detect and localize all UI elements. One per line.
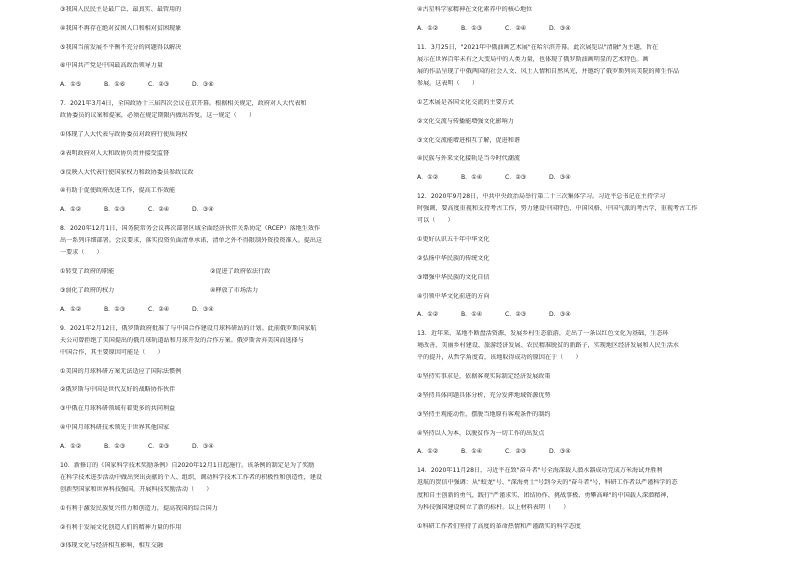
answer-choice: C．②④ bbox=[148, 206, 170, 214]
question-line: 境改善、美丽乡村建设、旅游经济发展、农民精准脱贫的新路子，实现地区经济发展和人民生活水 bbox=[417, 342, 680, 350]
option-line: ①坚持实事求是，依据客观实际制定经济发展政策 bbox=[417, 373, 551, 381]
answer-choice: B．①③ bbox=[104, 206, 126, 214]
answer-choices bbox=[60, 81, 414, 89]
option-line: ④中国月球科研技术领先于世界其他国家 bbox=[60, 424, 170, 432]
answer-choice: D．③④ bbox=[549, 448, 571, 456]
option-line: ④有助于促使政府改进工作，提高工作效能 bbox=[60, 187, 176, 195]
question-line: 时强调，要高度重视和支持考古工作，努力建设中国特色、中国风格、中国气派的考古学，重视考古工作 bbox=[417, 205, 698, 213]
left-column bbox=[60, 6, 414, 561]
answer-choices bbox=[60, 206, 414, 214]
question-line: 12．2020年9月28日，中共中央政治局举行第二十三次集体学习。习近平总书记在主持学习 bbox=[417, 192, 666, 200]
question-line: 天公司曾拒绝了美国提出的俄月球轨道站和月球开发的合作方案。俄罗斯舍弃美国而选择与 bbox=[60, 336, 304, 344]
option-line: ③中俄在月球科研领域有着更多的共同利益 bbox=[60, 405, 176, 413]
question-line: 展示在世界百年未有之大变局中的人类力量，也体现了俄罗斯油画明显的艺术特色。画 bbox=[417, 55, 649, 63]
answer-choice: D．③④ bbox=[549, 24, 571, 32]
option-line-pair bbox=[60, 268, 414, 276]
option-line: ①体现了人大代表与政协委员对政府行使质询权 bbox=[60, 130, 188, 138]
answer-choice: A．①② bbox=[60, 305, 82, 313]
option-line: ⑥中国共产党是中国最高政治领导力量 bbox=[60, 62, 163, 70]
question-line: 创新型国家和世界科技强国。开展科技奖励活动（ ） bbox=[60, 486, 213, 494]
answer-choice: C．②④ bbox=[505, 24, 527, 32]
answer-choice: D．③④ bbox=[192, 305, 214, 313]
option-line: ③文化交流能增进相互了解，促进和谐 bbox=[417, 136, 520, 144]
answer-choice: B．①③ bbox=[461, 24, 483, 32]
question-line: 9．2021年2月12日，俄罗斯政府批准了与中国合作建设月球科研站的计划。此前俄罗斯国家航 bbox=[60, 324, 317, 332]
answer-choices bbox=[417, 25, 771, 33]
option-line-pair bbox=[60, 287, 414, 295]
answer-choice: A．①② bbox=[417, 311, 439, 319]
answer-choice: D．③④ bbox=[192, 442, 214, 450]
answer-choices bbox=[60, 306, 414, 314]
answer-choice: B．①⑥ bbox=[104, 81, 126, 89]
option-item: ②促进了政府依法行政 bbox=[210, 268, 271, 276]
answer-choice: A．①⑤ bbox=[60, 81, 82, 89]
question-line: 政协委员的议案和提案，必须在规定期限内做出答复。这一规定（ ） bbox=[60, 112, 255, 120]
option-line: ③增强中华民族的文化自信 bbox=[417, 273, 490, 281]
question-line: 为科技强国建设树立了新的标杆。以上材料表明（ ） bbox=[417, 503, 570, 511]
answer-choice: C．②③ bbox=[148, 81, 170, 89]
option-line: ④引领中华文化前进的方向 bbox=[417, 292, 490, 300]
answer-choice: B．①④ bbox=[461, 311, 483, 319]
answer-choices bbox=[417, 448, 771, 456]
question-line: 10．新修订的《国家科学技术奖励条例》自2020年12月1日起施行。该条例的制定是为了奖励 bbox=[60, 461, 315, 469]
option-line: ④我国不再存在绝对贫困人口和相对贫困现象 bbox=[60, 24, 182, 32]
answer-choice: C．②③ bbox=[505, 174, 527, 182]
answer-choices bbox=[417, 311, 771, 319]
option-line: ④民族与外来文化接轨是当今时代潮流 bbox=[417, 155, 520, 163]
answer-choice: B．①③ bbox=[104, 442, 126, 450]
option-item: ①转变了政府的职能 bbox=[60, 268, 115, 276]
question-line: 返航的贺信中强调：从"蛟龙"号、"深海勇士"号到今天的"奋斗者"号，科研工作者以严谨科学的态 bbox=[417, 479, 678, 487]
answer-choice: C．②③ bbox=[505, 448, 527, 456]
question-line: 参展。这表明（ ） bbox=[417, 80, 478, 88]
option-item: ④释放了市场活力 bbox=[210, 286, 259, 294]
answer-choice: A．①② bbox=[60, 442, 82, 450]
option-line: ⑤我国当前发展不平衡不充分的问题得以解决 bbox=[60, 43, 182, 51]
question-line: 8．2020年12月1日，国务院常务会议再次部署区域全面经济伙伴关系协定（RCEP）落地生效作 bbox=[60, 224, 321, 232]
question-line: 在科学技术进步活动中做出突出贡献的个人、组织，调动科学技术工作者的积极性和创造性，建设 bbox=[60, 473, 323, 481]
question-line: 出一系列详细部署。会议要求，落实投资负面清单承诺，清单之外不得限制外资投资准入。提出这 bbox=[60, 237, 323, 245]
answer-choice: A．①② bbox=[417, 24, 439, 32]
option-line: ②俄罗斯与中国是世代友好的战略协作伙伴 bbox=[60, 386, 176, 394]
option-line: ①艺术展是各国文化交流的主要方式 bbox=[417, 98, 514, 106]
option-line: ③我国人民民主是最广泛、最真实、最管用的 bbox=[60, 6, 182, 13]
answer-choice: D．③④ bbox=[192, 206, 214, 214]
question-line: 可以（ ） bbox=[417, 217, 454, 225]
answer-choice: A．①② bbox=[417, 448, 439, 456]
question-line: 展的作品呈现了中俄两国的社会人文、风土人情和自然风光，并邀约了俄罗斯列宾美院的师生作品 bbox=[417, 67, 680, 75]
question-line: 11．3月25日，"2021年中俄油画艺术展"在哈尔滨开幕。此次展览以"清融"为主题，旨在 bbox=[417, 43, 659, 51]
option-line: ②弘扬中华民族的传统文化 bbox=[417, 254, 490, 262]
right-column bbox=[417, 6, 771, 541]
question-line: 一要求（ ） bbox=[60, 249, 103, 257]
question-line: 7．2021年3月4日，全国政协十三届四次会议在京开幕。根据相关规定，政府对人大代表和 bbox=[60, 99, 307, 107]
answer-choice: B．①③ bbox=[104, 305, 126, 313]
answer-choice: D．③④ bbox=[549, 311, 571, 319]
answer-choice: D．③⑥ bbox=[192, 81, 214, 89]
answer-choice: C．②③ bbox=[505, 311, 527, 319]
option-line: ①美国的月球科研方案无法适应了国际法惯例 bbox=[60, 367, 182, 375]
answer-choice: C．②④ bbox=[148, 305, 170, 313]
option-line: ②有利于发展文化创造人们的精神力量的作用 bbox=[60, 523, 182, 531]
option-line: ②坚持具体问题具体分析，充分发挥地域资源优势 bbox=[417, 392, 551, 400]
option-line: ④古星科学家精神在文化素养中的核心地位 bbox=[417, 6, 533, 13]
answer-choice: A．①② bbox=[417, 174, 439, 182]
answer-choice: B．①④ bbox=[461, 448, 483, 456]
answer-choice: C．②③ bbox=[148, 442, 170, 450]
question-line: 度和自主创新的勇气，践行"严谨求实、团结协作、挑战事极、勇攀高峰"的中国载人深潜精神， bbox=[417, 491, 673, 499]
question-line: 平的提升，从哲学角度看，该地取得成功的原因在于（ ） bbox=[417, 354, 582, 362]
answer-choice: D．③④ bbox=[549, 174, 571, 182]
question-line: 13．近年来，某地不断盘活资源，发展乡村生态旅游，走出了一条以红色文化为基础，生态环 bbox=[417, 330, 669, 338]
answer-choice: B．①④ bbox=[461, 174, 483, 182]
option-line: ③体现文化与经济相互影响，相互交融 bbox=[60, 542, 163, 550]
question-line: 中国合作，其主要原因可能是（ ） bbox=[60, 348, 164, 356]
answer-choices bbox=[60, 443, 414, 451]
question-line: 14．2020年11月28日，习近平在致"奋斗者"号全海深载人潜水器成功完成万米海试并胜利 bbox=[417, 467, 663, 475]
option-line: ①科研工作者们坚持了高度的革命热情和严谨踏实的科学态度 bbox=[417, 522, 581, 530]
option-line: ②表明政府对人大和政协负责并接受监督 bbox=[60, 149, 170, 157]
option-line: ③反映人大代表行使国家权力和政协委员参政议政 bbox=[60, 168, 194, 176]
option-line: ②文化交流与传播能增强文化影响力 bbox=[417, 117, 514, 125]
answer-choices bbox=[417, 174, 771, 182]
option-line: ①更好认识五千年中华文化 bbox=[417, 236, 490, 244]
answer-choice: A．①② bbox=[60, 206, 82, 214]
option-line: ①有利于激发民族复兴伟力和创造力，提高我国的综合国力 bbox=[60, 504, 218, 512]
option-line: ③坚持主观能动性，摆脱当地原有客观条件的制约 bbox=[417, 410, 551, 418]
option-line: ④坚持以人为本，以脱贫作为一切工作的出发点 bbox=[417, 429, 545, 437]
option-item: ③弱化了政府的权力 bbox=[60, 286, 115, 294]
